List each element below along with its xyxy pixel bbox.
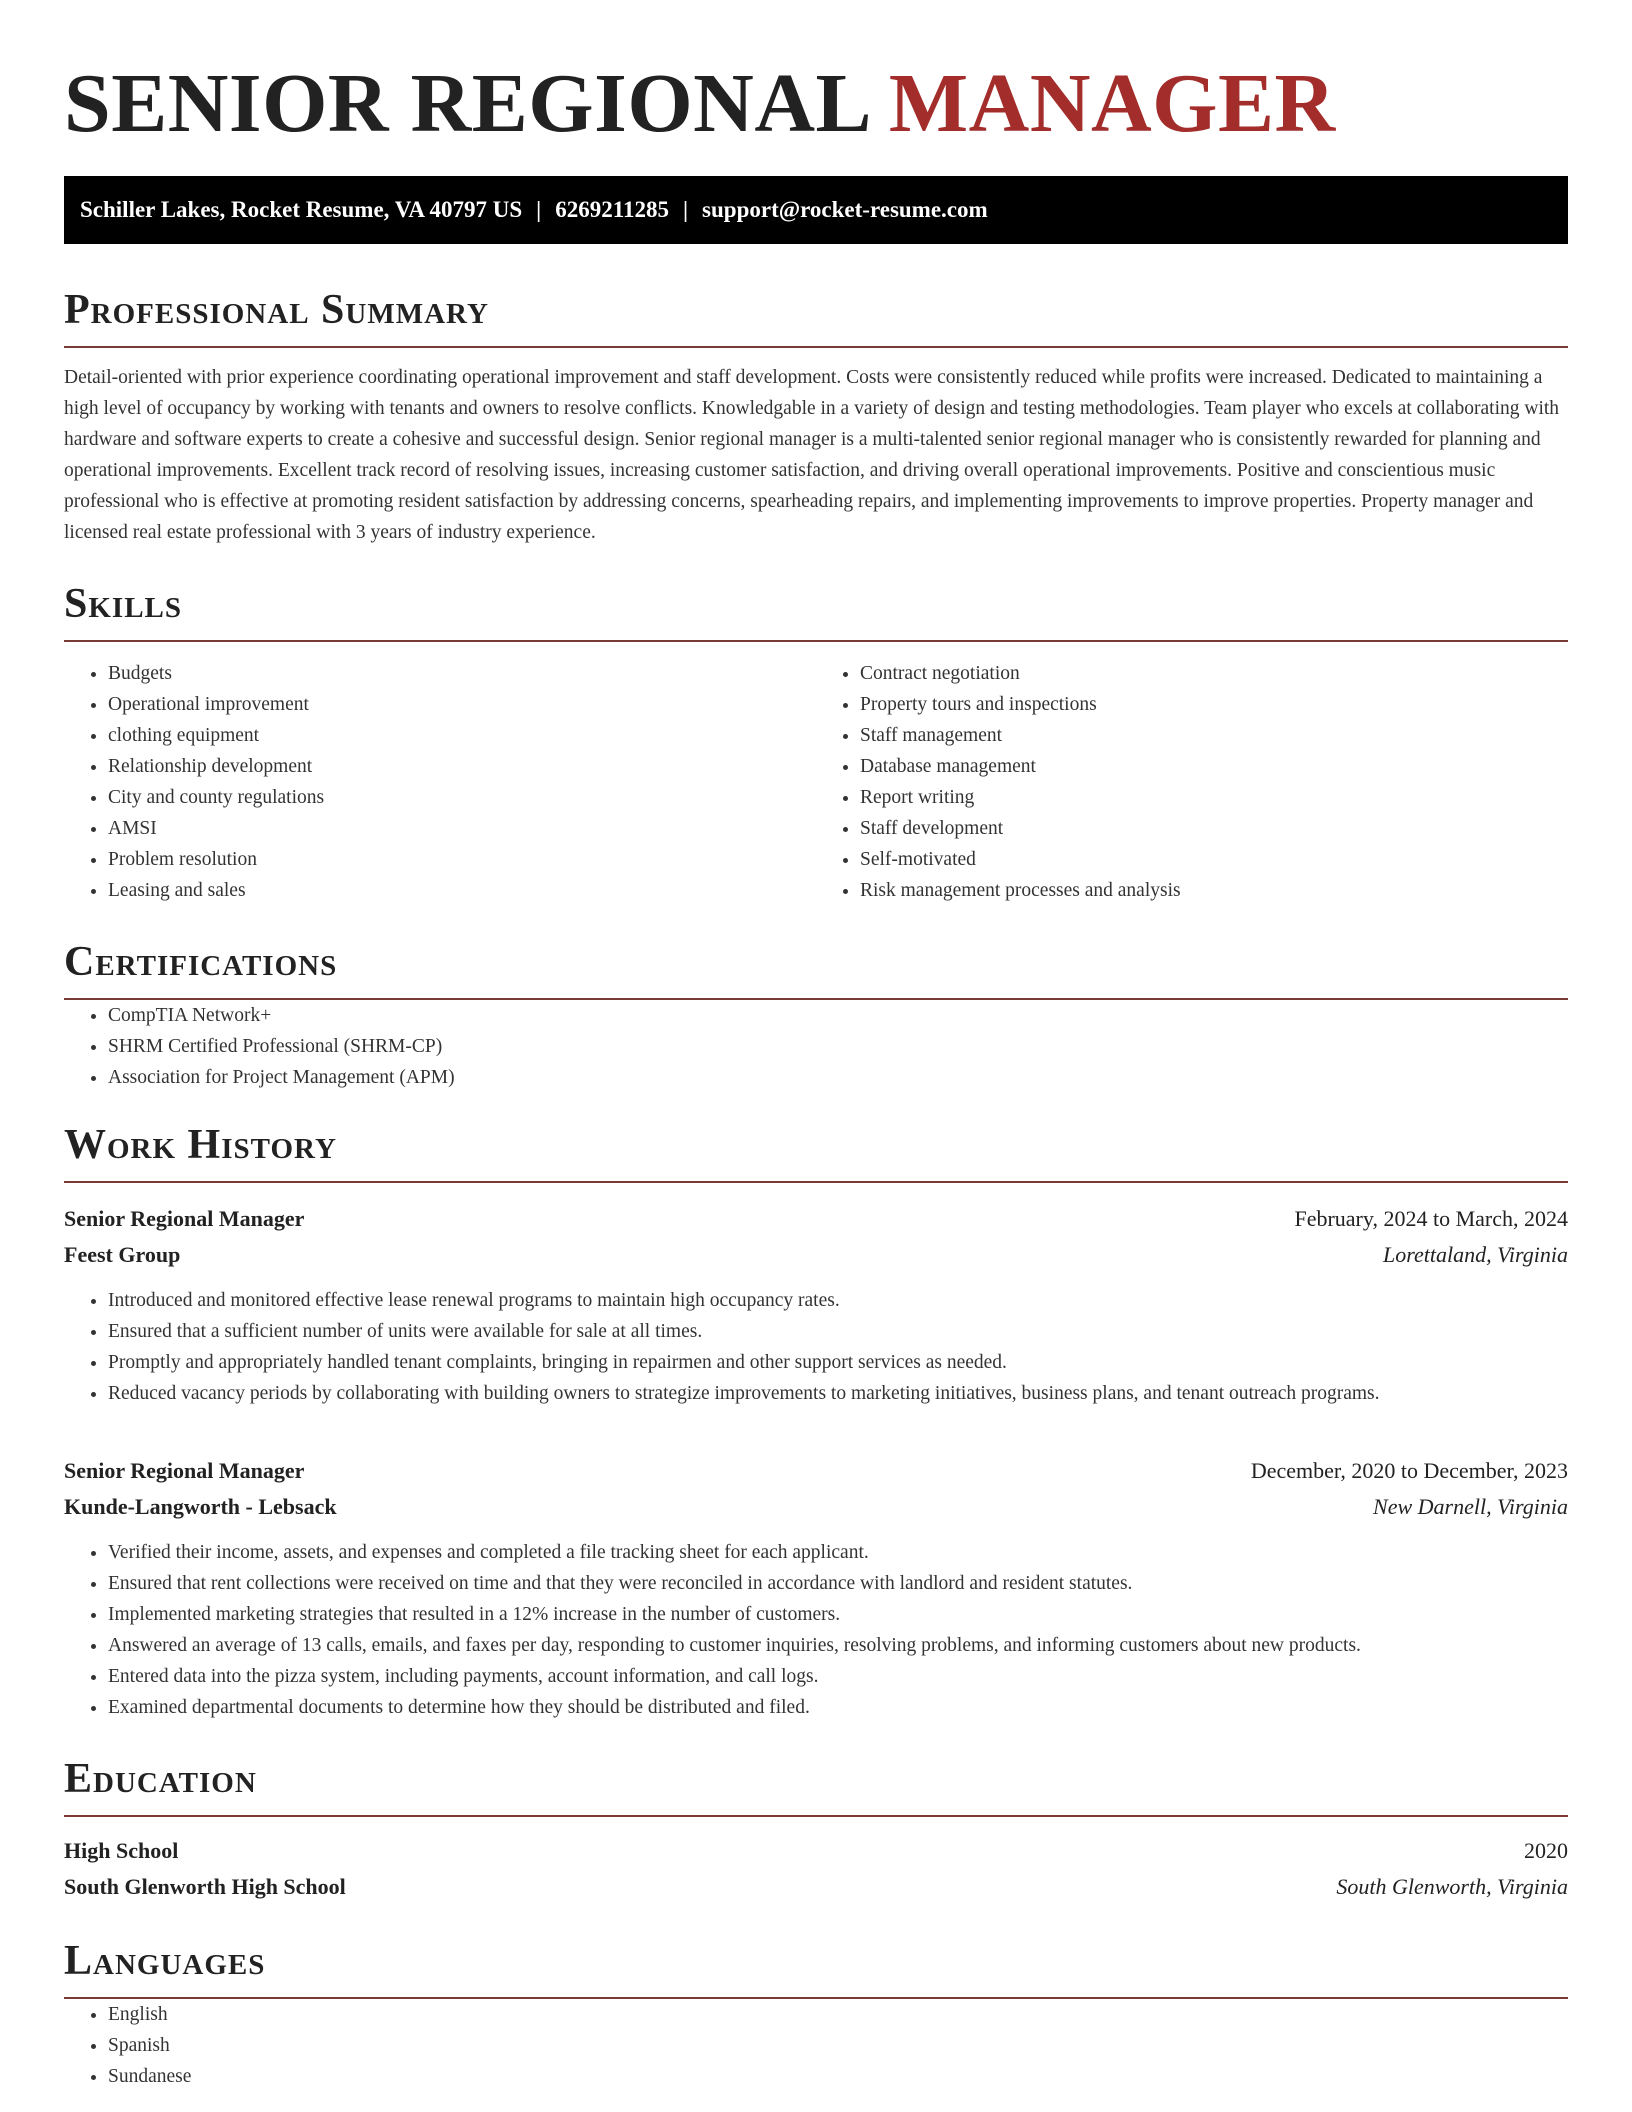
job-duty: • Ensured that a sufficient number of units were available for sale at all times. xyxy=(108,1316,1568,1347)
title-main: SENIOR REGIONAL xyxy=(64,57,868,150)
section-divider xyxy=(64,1181,1568,1183)
job-role: Senior Regional Manager xyxy=(64,1206,305,1231)
skill-item: • AMSI xyxy=(108,813,816,844)
contact-separator: | xyxy=(536,197,542,222)
section-divider xyxy=(64,1815,1568,1817)
certification-item: • SHRM Certified Professional (SHRM-CP) xyxy=(108,1031,1568,1062)
job-duty: • Implemented marketing strategies that resulted in a 12% increase in the number of customers. xyxy=(108,1599,1568,1630)
education-year: 2020 xyxy=(1524,1838,1568,1863)
skill-item: • Leasing and sales xyxy=(108,875,816,906)
skill-item: • Problem resolution xyxy=(108,844,816,875)
skill-item: • Risk management processes and analysis xyxy=(860,875,1568,906)
job-company: Feest Group xyxy=(64,1242,181,1267)
language-item: • Sundanese xyxy=(108,2061,1568,2092)
education-location: South Glenworth, Virginia xyxy=(1336,1874,1568,1899)
skill-item: • Database management xyxy=(860,751,1568,782)
job-header-row xyxy=(64,1201,1568,1237)
education-entry xyxy=(64,1833,1568,1905)
languages-section xyxy=(64,1935,1568,2092)
skills-heading: Skills xyxy=(64,581,183,627)
title-accent: MANAGER xyxy=(888,57,1336,150)
skills-list-right xyxy=(816,658,1568,906)
certification-item: • Association for Project Management (APM) xyxy=(108,1062,1568,1093)
skill-item: • Contract negotiation xyxy=(860,658,1568,689)
language-item: • English xyxy=(108,1999,1568,2030)
skill-item: • Report writing xyxy=(860,782,1568,813)
certifications-heading: Certifications xyxy=(64,939,338,985)
contact-bar xyxy=(64,176,1568,244)
job-duty: • Examined departmental documents to determine how they should be distributed and filed. xyxy=(108,1692,1568,1723)
skills-section xyxy=(64,578,1568,906)
skills-list-left xyxy=(64,658,816,906)
section-divider xyxy=(64,640,1568,642)
skill-item: • Property tours and inspections xyxy=(860,689,1568,720)
education-degree-row xyxy=(64,1833,1568,1869)
job-dates: December, 2020 to December, 2023 xyxy=(1250,1458,1568,1483)
skill-item: • City and county regulations xyxy=(108,782,816,813)
languages-list xyxy=(64,1999,1568,2092)
work-history-heading: Work History xyxy=(64,1122,337,1168)
job-dates: February, 2024 to March, 2024 xyxy=(1294,1206,1568,1231)
job-duty: • Ensured that rent collections were received on time and that they were reconciled in accordance with landlord and resident statutes. xyxy=(108,1568,1568,1599)
work-history-section xyxy=(64,1119,1568,1723)
skills-grid xyxy=(64,658,1568,906)
education-school: South Glenworth High School xyxy=(64,1874,346,1899)
job-duty: • Verified their income, assets, and expenses and completed a file tracking sheet for each applicant. xyxy=(108,1537,1568,1568)
skill-item: • Staff development xyxy=(860,813,1568,844)
education-heading: Education xyxy=(64,1756,257,1802)
job-entry xyxy=(64,1201,1568,1409)
certifications-list xyxy=(64,1000,1568,1093)
summary-heading: Professional Summary xyxy=(64,287,489,333)
education-degree: High School xyxy=(64,1838,179,1863)
contact-address: Schiller Lakes, Rocket Resume, VA 40797 US xyxy=(80,197,523,222)
job-role: Senior Regional Manager xyxy=(64,1458,305,1483)
section-divider xyxy=(64,346,1568,348)
certifications-section xyxy=(64,936,1568,1093)
job-location: New Darnell, Virginia xyxy=(1373,1494,1568,1519)
contact-separator: | xyxy=(682,197,689,222)
job-duties-list xyxy=(64,1537,1568,1723)
resume-title xyxy=(64,56,1568,152)
skill-item: • Operational improvement xyxy=(108,689,816,720)
job-duties-list xyxy=(64,1285,1568,1409)
job-location: Lorettaland, Virginia xyxy=(1383,1242,1568,1267)
education-section xyxy=(64,1753,1568,1905)
job-entry xyxy=(64,1453,1568,1723)
summary-section xyxy=(64,284,1568,548)
contact-phone: 6269211285 xyxy=(555,197,669,222)
language-item: • Spanish xyxy=(108,2030,1568,2061)
job-duty: • Entered data into the pizza system, including payments, account information, and call logs. xyxy=(108,1661,1568,1692)
certification-item: • CompTIA Network+ xyxy=(108,1000,1568,1031)
job-duty: • Answered an average of 13 calls, emails, and faxes per day, responding to customer inquiries, resolving problems, and informing customers about new products. xyxy=(108,1630,1568,1661)
skill-item: • Staff management xyxy=(860,720,1568,751)
contact-email: support@rocket-resume.com xyxy=(702,197,988,222)
skill-item: • Budgets xyxy=(108,658,816,689)
job-company-row xyxy=(64,1237,1568,1273)
summary-text: Detail-oriented with prior experience coordinating operational improvement and staff development. Costs were consistently reduced while profits were increased. Dedicated to maintaining a high level of occupancy by working with tenants and owners to resolve conflicts. Knowledgable in a variety of design and testing methodologies. Team player who excels at collaborating with hardware and software experts to create a cohesive and successful design. Senior regional manager is a multi-talented senior regional manager who is consistently rewarded for planning and operational improvements. Excellent track record of resolving issues, increasing customer satisfaction, and driving overall operational improvements. Positive and conscientious music professional who is effective at promoting resident satisfaction by addressing concerns, spearheading repairs, and implementing improvements to improve properties. Property manager and licensed real estate professional with 3 years of industry experience. xyxy=(64,367,1560,543)
education-school-row xyxy=(64,1869,1568,1905)
job-duty: • Promptly and appropriately handled tenant complaints, bringing in repairmen and other support services as needed. xyxy=(108,1347,1568,1378)
skill-item: • clothing equipment xyxy=(108,720,816,751)
skill-item: • Self-motivated xyxy=(860,844,1568,875)
languages-heading: Languages xyxy=(64,1938,266,1984)
job-company: Kunde-Langworth - Lebsack xyxy=(64,1494,337,1519)
job-company-row xyxy=(64,1489,1568,1525)
job-duty: • Introduced and monitored effective lease renewal programs to maintain high occupancy rates. xyxy=(108,1285,1568,1316)
job-header-row xyxy=(64,1453,1568,1489)
job-duty: • Reduced vacancy periods by collaborating with building owners to strategize improvements to marketing initiatives, business plans, and tenant outreach programs. xyxy=(108,1378,1568,1409)
skill-item: • Relationship development xyxy=(108,751,816,782)
